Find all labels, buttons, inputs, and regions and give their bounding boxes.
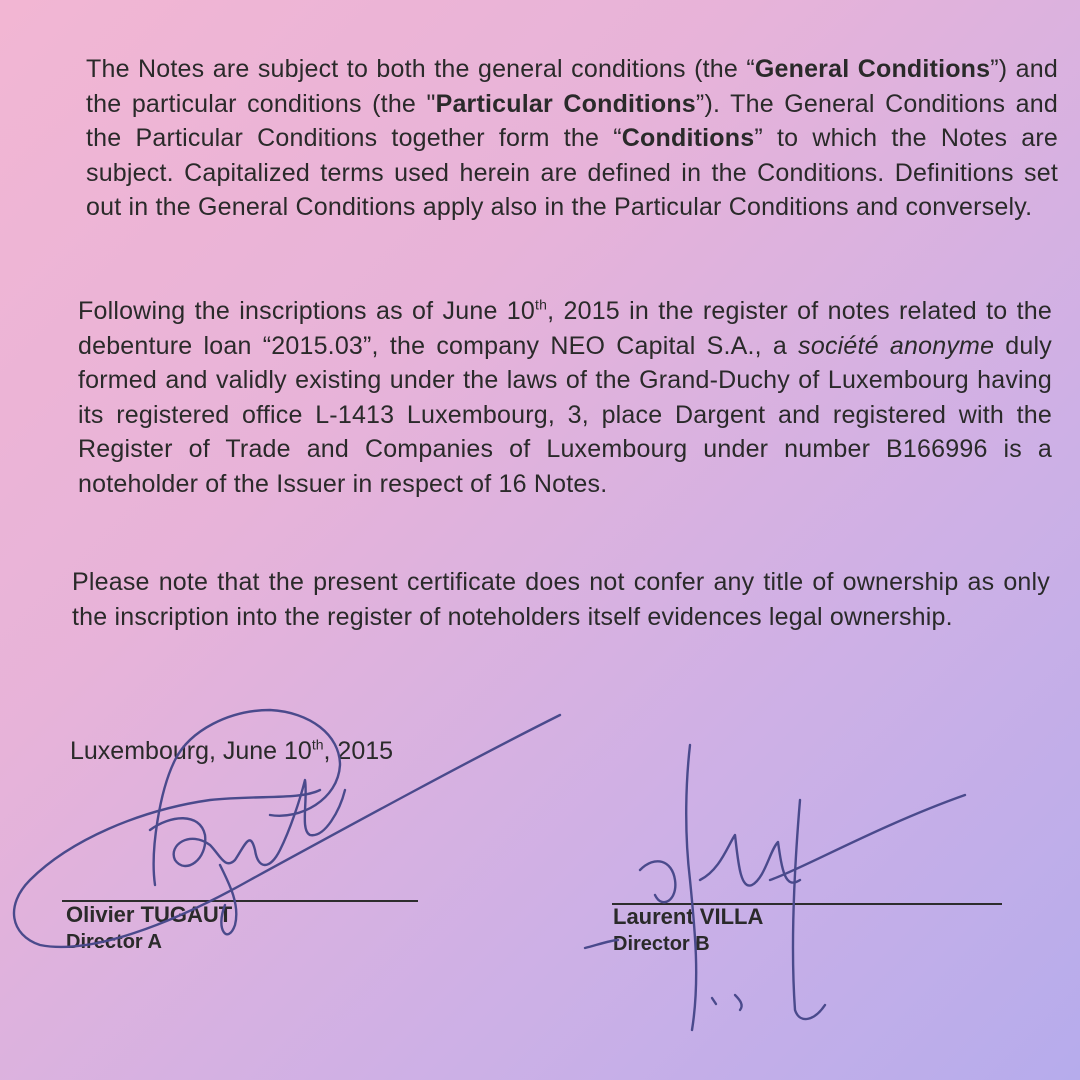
- signature-b-stroke: [686, 745, 696, 1030]
- defined-term-particular-conditions: Particular Conditions: [435, 89, 696, 118]
- signature-b-stroke: [640, 861, 675, 902]
- text-run: ” to which the Notes are subject. Capitalized terms used herein are defined in the Conditions. Definitions set out in the General Conditions apply also in the Particular Conditions and conversely.: [86, 124, 1058, 221]
- signatory-role-a: Director A: [66, 931, 162, 953]
- signature-b-stroke: [770, 795, 965, 880]
- signatory-name-a: Olivier TUGAUT: [66, 902, 233, 927]
- signatory-role-b: Director B: [613, 933, 710, 955]
- defined-term-conditions: Conditions: [621, 124, 755, 152]
- text-run: , 2015 in the register of notes related to the debenture loan “2015.03”, the company NEO Capital S.A., a: [78, 297, 1052, 360]
- text-run: Following the inscriptions as of June 10: [78, 297, 536, 325]
- text-run: ”) and the particular conditions (the ": [86, 55, 1058, 118]
- defined-term-general-conditions: General Conditions: [754, 55, 991, 83]
- ordinal-suffix: th: [535, 296, 548, 313]
- place-and-date: [70, 736, 393, 766]
- signature-b-stroke: [700, 835, 800, 886]
- place-date-year: , 2015: [323, 737, 394, 765]
- signature-a-stroke: [150, 780, 345, 866]
- italic-term: société anonyme: [798, 331, 995, 360]
- ordinal-suffix: th: [311, 736, 324, 753]
- text-run: duly formed and validly existing under the laws of the Grand-Duchy of Luxembourg having its registered office L-1413 Luxembourg, 3, place Dargent and registered with the Register of Trade and Companies of Luxembourg under number B166996 is a noteholder of the Issuer in respect of 16 Notes.: [78, 331, 1052, 498]
- ownership-disclaimer-paragraph: [72, 565, 1050, 634]
- place-date-text: Luxembourg, June 10: [70, 737, 312, 765]
- text-run: Please note that the present certificate does not confer any title of ownership as only the inscription into the register of noteholders itself evidences legal ownership.: [72, 568, 1050, 631]
- signature-b-stroke: [712, 995, 742, 1010]
- inscription-paragraph: [78, 294, 1052, 501]
- signature-b-stroke: [793, 800, 825, 1019]
- conditions-paragraph: [86, 52, 1058, 225]
- signatory-name-b: Laurent VILLA: [613, 904, 764, 929]
- text-run: The Notes are subject to both the general conditions (the “: [86, 55, 755, 83]
- text-run: ”). The General Conditions and the Particular Conditions together form the “: [86, 89, 1058, 152]
